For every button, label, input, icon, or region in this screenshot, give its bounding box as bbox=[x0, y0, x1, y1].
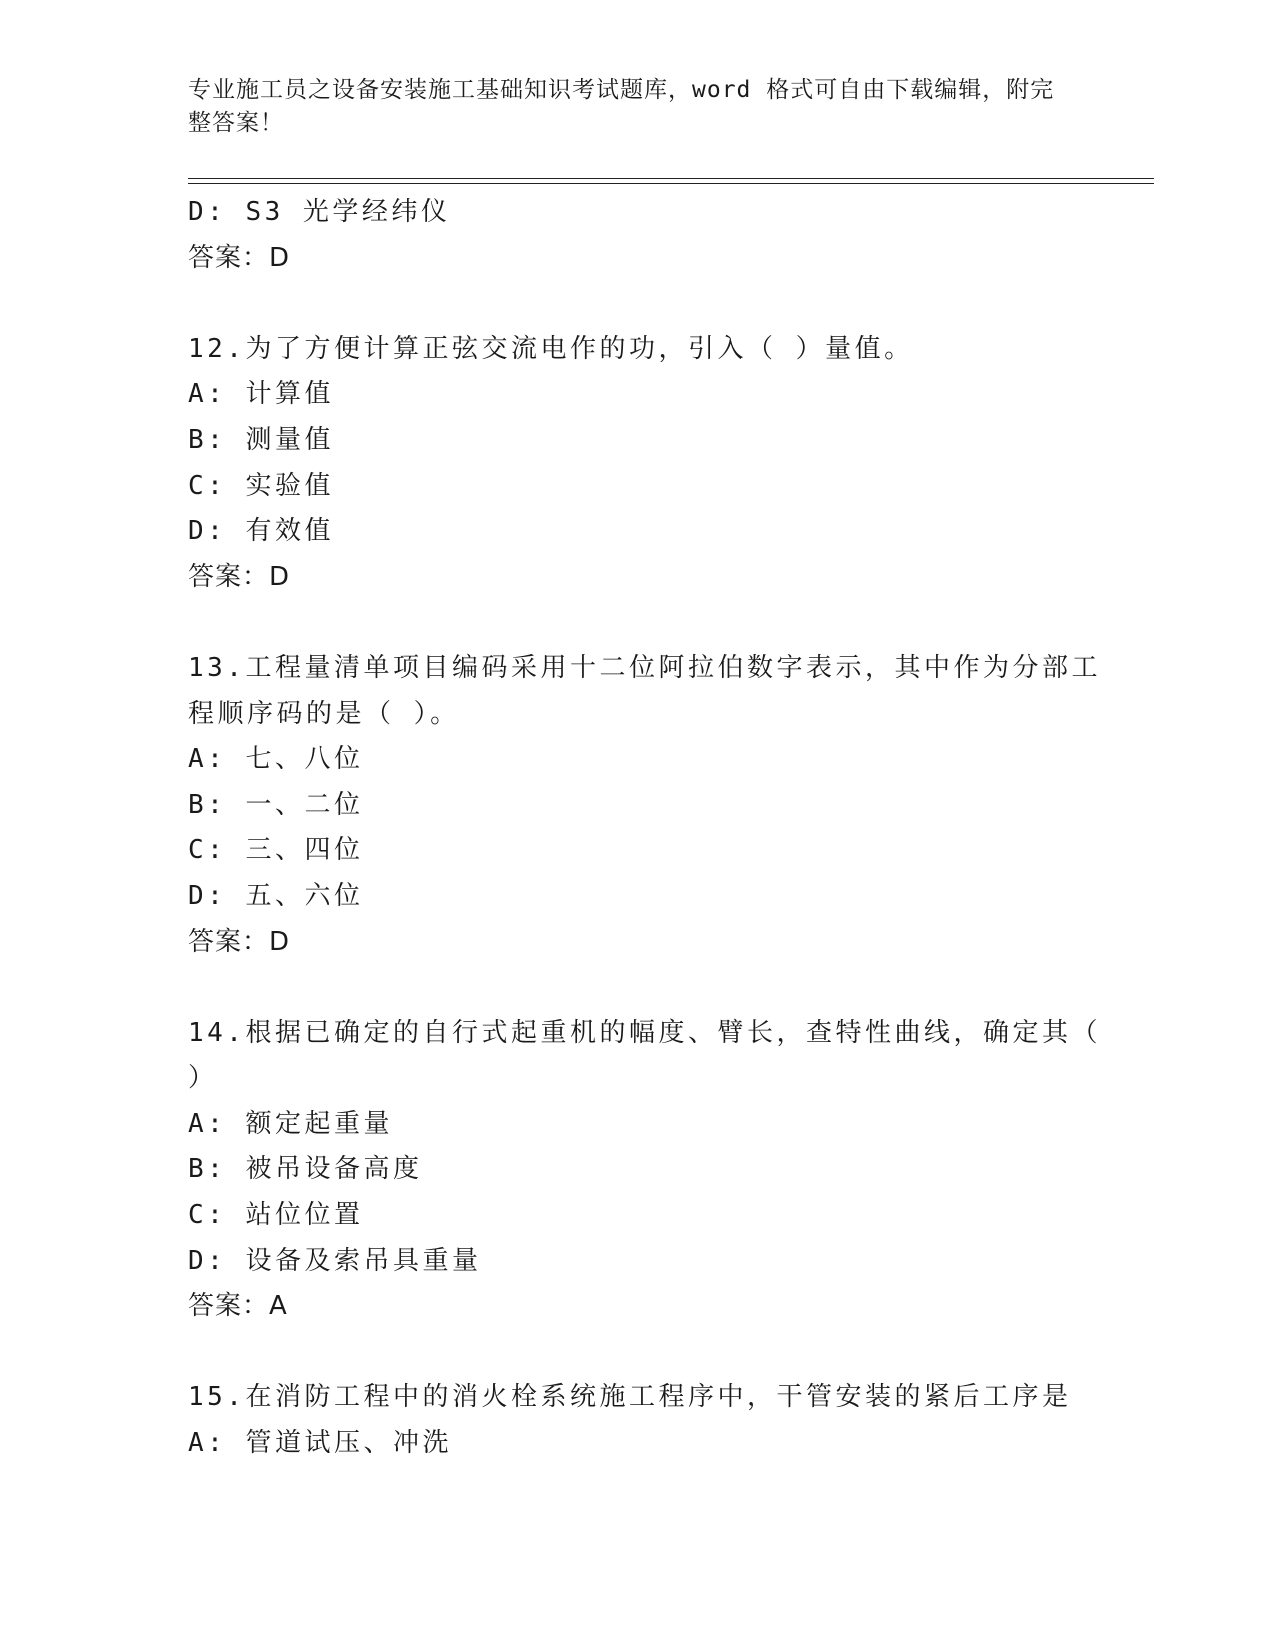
option-a: A: 额定起重量 bbox=[188, 1108, 393, 1139]
option-a: A: 管道试压、冲洗 bbox=[188, 1428, 452, 1459]
question-14 bbox=[188, 1011, 1101, 1330]
option-c: C: 实验值 bbox=[188, 470, 334, 501]
question-13 bbox=[188, 646, 1101, 965]
option-d: D: 设备及索吊具重量 bbox=[188, 1245, 482, 1276]
question-content bbox=[188, 190, 1101, 1467]
document-header: 专业施工员之设备安装施工基础知识考试题库，word 格式可自由下载编辑，附完整答案！ bbox=[188, 77, 1055, 136]
spacer bbox=[188, 965, 1088, 1011]
question-12 bbox=[188, 327, 1088, 601]
question-stem: 12.为了方便计算正弦交流电作的功，引入（ ）量值。 bbox=[188, 333, 914, 364]
option-b: B: 测量值 bbox=[188, 424, 334, 455]
header-rule-bottom bbox=[188, 183, 1154, 184]
question-stem-line1: 14.根据已确定的自行式起重机的幅度、臂长，查特性曲线，确定其（ bbox=[188, 1017, 1101, 1048]
option-a: A: 七、八位 bbox=[188, 744, 364, 775]
question-stem-line2: 程顺序码的是（ ）。 bbox=[188, 698, 460, 729]
question-stem-line2: ） bbox=[188, 1063, 218, 1094]
option-b: B: 一、二位 bbox=[188, 789, 364, 820]
spacer bbox=[188, 281, 1088, 327]
option-d: D: 有效值 bbox=[188, 516, 334, 547]
question-stem-line1: 13.工程量清单项目编码采用十二位阿拉伯数字表示，其中作为分部工 bbox=[188, 652, 1101, 683]
option-d: D: 五、六位 bbox=[188, 880, 364, 911]
header-rule-top bbox=[188, 178, 1154, 179]
q11-option-d: D: S3 光学经纬仪 bbox=[188, 197, 451, 227]
q11-answer: 答案：D bbox=[188, 242, 291, 273]
option-b: B: 被吊设备高度 bbox=[188, 1154, 423, 1185]
answer: 答案：D bbox=[188, 561, 291, 592]
answer: 答案：D bbox=[188, 926, 291, 957]
option-a: A: 计算值 bbox=[188, 379, 334, 410]
answer: 答案：A bbox=[188, 1291, 288, 1322]
spacer bbox=[188, 1330, 1088, 1376]
question-15 bbox=[188, 1375, 1088, 1466]
option-c: C: 站位位置 bbox=[188, 1200, 364, 1231]
spacer bbox=[188, 600, 1088, 646]
option-c: C: 三、四位 bbox=[188, 835, 364, 866]
question-stem: 15.在消防工程中的消火栓系统施工程序中，干管安装的紧后工序是 bbox=[188, 1382, 1072, 1413]
